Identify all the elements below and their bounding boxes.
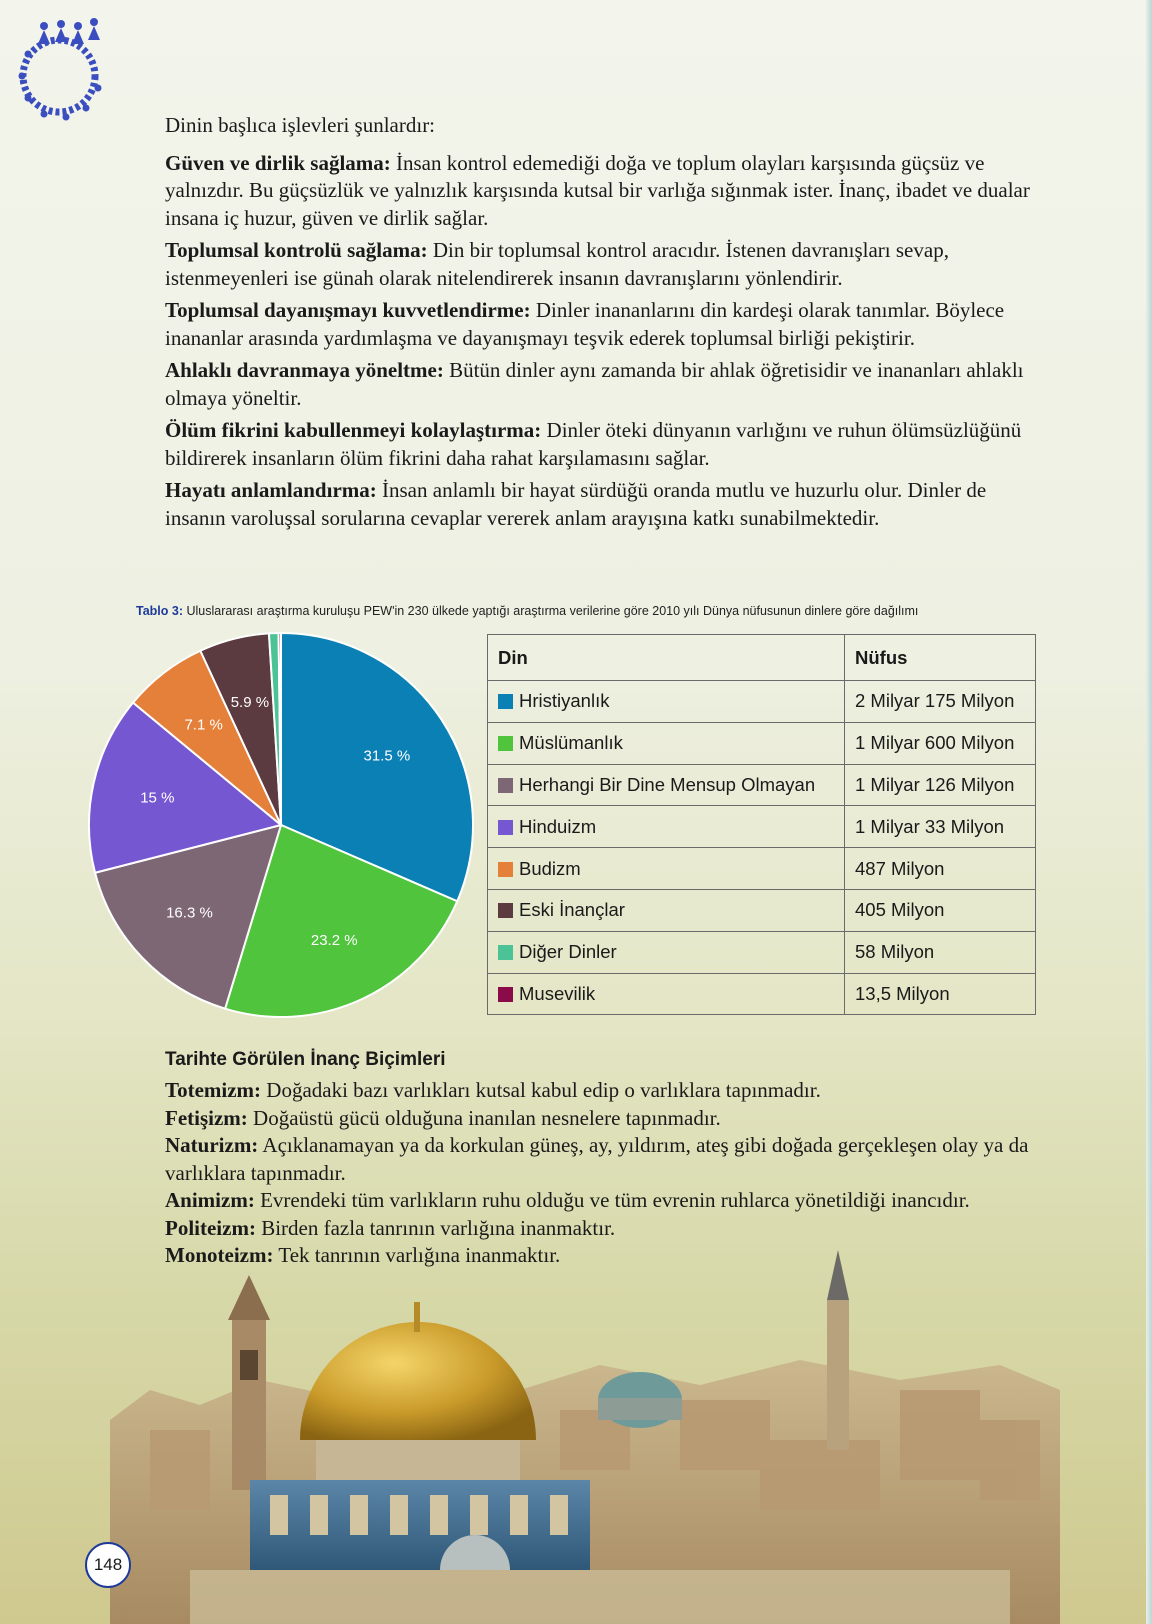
belief-form-paragraph (165, 1105, 1037, 1133)
belief-form-paragraph-term: Politeizm: (165, 1215, 256, 1240)
belief-form-paragraph-text: Doğadaki bazı varlıkları kutsal kabul edip o varlıklara tapınmadır. (261, 1078, 821, 1102)
cell-din (488, 931, 845, 973)
functions-section (165, 112, 1037, 537)
legend-swatch (498, 903, 513, 918)
cell-nufus: 2 Milyar 175 Milyon (845, 681, 1036, 723)
table-row (488, 931, 1036, 973)
belief-form-paragraph-term: Totemizm: (165, 1078, 262, 1102)
religion-name: Herhangi Bir Dine Mensup Olmayan (519, 773, 816, 795)
table-header-row (488, 635, 1036, 681)
caption-text: Uluslararası araştırma kuruluşu PEW'in 230 ülkede yaptığı araştırma verilerine göre 2010 yılı Dünya nüfusunun dinlere göre dağılımı (183, 604, 919, 618)
function-paragraph (165, 237, 1037, 292)
function-paragraph-text: Din bir toplumsal kontrol aracıdır. İstenen davranışları sevap, istenmeyenleri ise günah olarak nitelendirerek insanın davranışlarını yönlendirir. (165, 238, 949, 290)
belief-form-paragraph-text: Doğaüstü gücü olduğuna inanılan nesnelere tapınmadır. (247, 1105, 721, 1130)
belief-form-paragraph-term: Naturizm: (165, 1133, 259, 1157)
pie-slice-label: 15 % (140, 789, 175, 807)
function-paragraph (165, 417, 1037, 472)
table-row (488, 764, 1036, 806)
belief-form-paragraph-term: Fetişizm: (165, 1105, 248, 1130)
pie-slice-label: 7.1 % (184, 716, 223, 734)
cell-nufus: 58 Milyon (845, 931, 1036, 973)
religion-name: Musevilik (519, 982, 596, 1004)
pie-slice-label: 5.9 % (230, 694, 270, 712)
religion-name: Diğer Dinler (519, 941, 617, 963)
religion-name: Müslümanlık (519, 732, 623, 754)
belief-form-paragraph-term: Animizm: (165, 1188, 255, 1212)
function-paragraph-term: Toplumsal dayanışmayı kuvvetlendirme: (165, 298, 531, 322)
table-row (488, 806, 1036, 848)
table-caption (136, 604, 918, 618)
header-nufus: Nüfus (845, 635, 1036, 681)
function-paragraph-term: Toplumsal kontrolü sağlama: (165, 238, 428, 262)
function-paragraph-text: İnsan kontrol edemediği doğa ve toplum olayları karşısında güçsüz ve yalnızdır. Bu güçsüzlük ve yalnızlık karşısında kutsal bir varlığa sığınmak ister. İnanç, ibadet ve dualar insana iç huzur, güven ve dirlik sağlar. (165, 150, 1030, 230)
legend-swatch (498, 945, 513, 960)
belief-form-paragraph-text: Açıklanamayan ya da korkulan güneş, ay, yıldırım, ateş gibi doğada gerçekleşen olay ya da varlıklara tapınmadır. (165, 1133, 1029, 1185)
legend-swatch (498, 987, 513, 1002)
function-paragraph-text: Dinler inananlarını din kardeşi olarak tanımlar. Böylece inananlar arasında yardımlaşma ve dayanışmayı teşvik ederek toplumsal birliği pekiştirir. (165, 298, 1005, 350)
belief-form-paragraph (165, 1132, 1037, 1187)
cell-nufus: 1 Milyar 600 Milyon (845, 722, 1036, 764)
cell-din (488, 681, 845, 723)
intro-text: Dinin başlıca işlevleri şunlardır: (165, 113, 436, 137)
religion-name: Eski İnançlar (519, 899, 625, 921)
function-paragraph-term: Hayatı anlamlandırma: (165, 478, 377, 502)
cell-nufus: 13,5 Milyon (845, 973, 1036, 1015)
religion-name: Budizm (519, 857, 581, 879)
functions-list (165, 150, 1037, 533)
belief-form-paragraph-text: Tek tanrının varlığına inanmaktır. (273, 1243, 561, 1267)
belief-form-paragraph-text: Evrendeki tüm varlıkların ruhu olduğu ve tüm evrenin ruhlarca yönetildiği inancıdır. (254, 1188, 970, 1212)
religion-population-table (487, 634, 1036, 1015)
pie-slice-label: 23.2 % (310, 931, 358, 949)
legend-swatch (498, 862, 513, 877)
pie-slice-label: 31.5 % (363, 747, 411, 765)
belief-form-paragraph (165, 1077, 1037, 1105)
function-paragraph-term: Ahlaklı davranmaya yöneltme: (165, 358, 444, 382)
cell-nufus: 405 Milyon (845, 889, 1036, 931)
table-row (488, 973, 1036, 1015)
belief-form-paragraph-text: Birden fazla tanrının varlığına inanmaktır. (255, 1215, 616, 1240)
cell-din (488, 806, 845, 848)
legend-swatch (498, 736, 513, 751)
function-paragraph-text: Dinler öteki dünyanın varlığını ve ruhun ölümsüzlüğünü bildirerek insanların ölüm fikrini daha rahat karşılamasını sağlar. (165, 418, 1022, 470)
legend-swatch (498, 778, 513, 793)
function-paragraph-text: Bütün dinler aynı zamanda bir ahlak öğretisidir ve inananları ahlaklı olmaya yöneltir. (165, 358, 1024, 410)
page-number: 148 (85, 1542, 131, 1588)
cell-din (488, 889, 845, 931)
cell-din (488, 973, 845, 1015)
cell-nufus: 487 Milyon (845, 848, 1036, 890)
function-paragraph (165, 357, 1037, 412)
legend-swatch (498, 820, 513, 835)
belief-form-paragraph-term: Monoteizm: (165, 1243, 274, 1267)
cell-din (488, 848, 845, 890)
cell-nufus: 1 Milyar 33 Milyon (845, 806, 1036, 848)
cell-nufus: 1 Milyar 126 Milyon (845, 764, 1036, 806)
function-paragraph-text: İnsan anlamlı bir hayat sürdüğü oranda mutlu ve huzurlu olur. Dinler de insanın varoluşsal sorularına cevaplar vererek anlam arayışına katkı sunabilmektedir. (165, 478, 987, 530)
table-row (488, 681, 1036, 723)
caption-label: Tablo 3: (136, 604, 183, 618)
table-row (488, 889, 1036, 931)
religion-name: Hinduizm (519, 815, 597, 837)
legend-swatch (498, 694, 513, 709)
function-paragraph (165, 297, 1037, 352)
function-paragraph-term: Güven ve dirlik sağlama: (165, 150, 391, 175)
religion-name: Hristiyanlık (519, 690, 610, 712)
function-paragraph (165, 150, 1037, 233)
people-circle-logo (14, 14, 109, 124)
religion-pie-chart (86, 630, 476, 1020)
function-paragraph-term: Ölüm fikrini kabullenmeyi kolaylaştırma: (165, 418, 542, 442)
section-title: Tarihte Görülen İnanç Biçimleri (165, 1049, 446, 1070)
jerusalem-dome-of-rock-illustration (0, 1190, 1152, 1624)
table-row (488, 722, 1036, 764)
header-din: Din (488, 635, 845, 681)
cell-din (488, 764, 845, 806)
table-row (488, 848, 1036, 890)
cell-din (488, 722, 845, 764)
function-paragraph (165, 477, 1037, 532)
pie-slice-label: 16.3 % (166, 904, 213, 922)
